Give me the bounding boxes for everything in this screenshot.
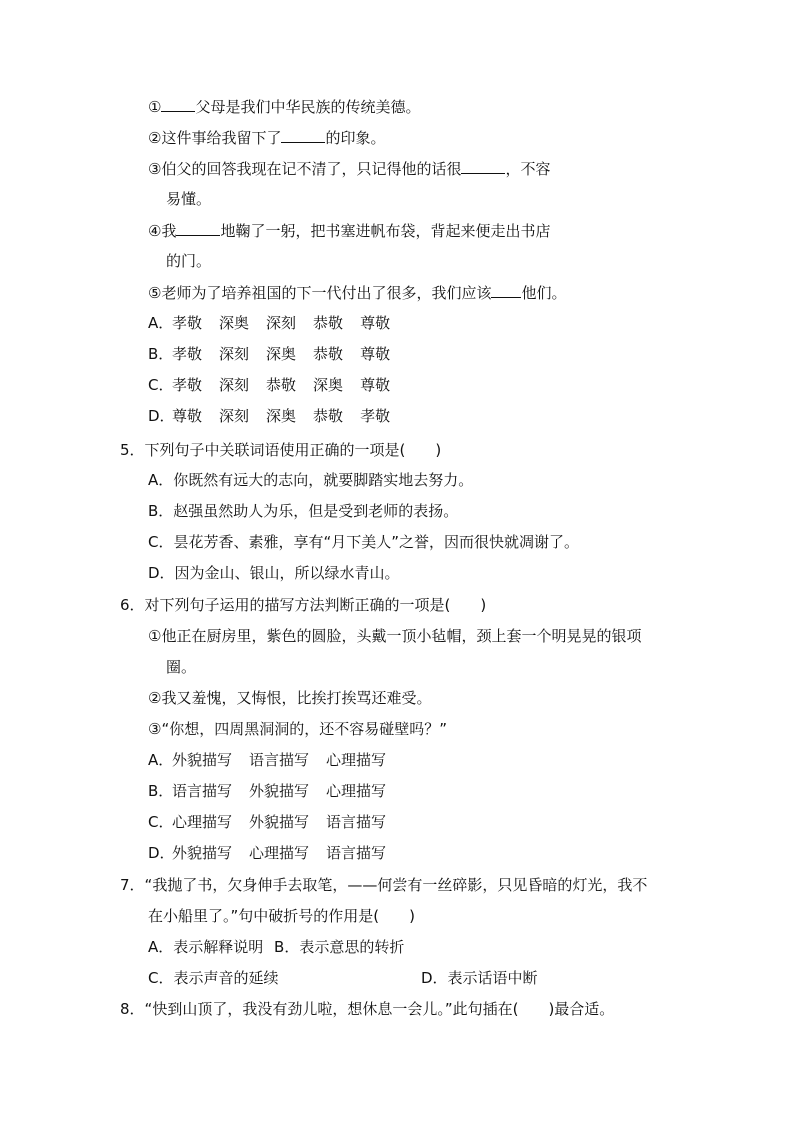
option-word: 外貌描写 xyxy=(172,751,233,769)
q4-s4-pre: ④我 xyxy=(148,222,177,240)
option-letter: C． xyxy=(148,813,174,831)
q4-option-a[interactable] xyxy=(148,313,407,333)
q4-s3-pre: ③伯父的回答我现在记不清了，只记得他的话很 xyxy=(148,160,462,178)
option-letter: B． xyxy=(148,345,174,363)
option-letter: A． xyxy=(148,314,174,332)
q7-stem-text: 7．“我抛了书，欠身伸手去取笔，——何尝有一丝碎影，只见昏暗的灯光，我不 xyxy=(120,876,648,894)
q4-s1-text: 父母是我们中华民族的传统美德。 xyxy=(195,98,421,116)
option-word: 尊敬 xyxy=(360,345,391,363)
option-word: 语言描写 xyxy=(326,844,387,862)
q4-option-b[interactable] xyxy=(148,344,407,364)
q7-option-d[interactable] xyxy=(421,968,538,988)
option-word: 心理描写 xyxy=(172,813,233,831)
answer-blank[interactable] xyxy=(461,158,505,174)
q4-s2-pre: ②这件事给我留下了 xyxy=(148,129,282,147)
option-text: C．昙花芳香、素雅，享有“月下美人”之誉，因而很快就凋谢了。 xyxy=(148,533,580,551)
option-word: 心理描写 xyxy=(326,751,387,769)
q4-s4-post: 地鞠了一躬，把书塞进帆布袋，背起来便走出书店 xyxy=(220,222,551,240)
option-text: B．赵强虽然助人为乐，但是受到老师的表扬。 xyxy=(148,502,459,520)
q4-sentence-4-cont xyxy=(166,251,211,271)
q4-sentence-4 xyxy=(148,220,550,240)
option-word: 恭敬 xyxy=(313,345,344,363)
q6-s3-text: ③“你想，四周黑洞洞的，还不容易碰壁吗？” xyxy=(148,720,447,738)
option-word: 孝敬 xyxy=(172,376,203,394)
q4-s5-post: 他们。 xyxy=(521,284,567,302)
option-text: C．表示声音的延续 xyxy=(148,969,279,987)
q6-sentence-2 xyxy=(148,688,431,708)
q6-option-a[interactable] xyxy=(148,750,403,770)
option-word: 心理描写 xyxy=(249,844,310,862)
q4-s2-post: 的印象。 xyxy=(325,129,386,147)
option-word: 外貌描写 xyxy=(249,813,310,831)
q7-stem-cont-text: 在小船里了。”句中破折号的作用是( ) xyxy=(148,907,415,925)
q4-sentence-3 xyxy=(148,158,550,178)
q7-option-a[interactable]: A．表示解释说明 xyxy=(148,938,264,956)
q5-stem-text: 5．下列句子中关联词语使用正确的一项是( ) xyxy=(120,441,442,459)
option-letter: B． xyxy=(148,782,174,800)
q7-option-c[interactable] xyxy=(148,968,278,988)
q6-sentence-1-cont xyxy=(166,657,196,677)
option-word: 孝敬 xyxy=(172,345,203,363)
q6-sentence-1 xyxy=(148,626,641,646)
option-word: 语言描写 xyxy=(249,751,310,769)
option-word: 深奥 xyxy=(266,345,297,363)
q6-s1-cont: 圈。 xyxy=(166,658,197,676)
q8-stem-text: 8．“快到山顶了，我没有劲儿啦，想休息一会儿。”此句插在( )最合适。 xyxy=(120,1000,615,1018)
answer-blank[interactable] xyxy=(176,220,220,236)
option-word: 恭敬 xyxy=(313,407,344,425)
option-word: 深刻 xyxy=(219,407,250,425)
option-word: 语言描写 xyxy=(326,813,387,831)
answer-blank[interactable] xyxy=(491,282,521,298)
q6-s1-text: ①他正在厨房里，紫色的圆脸，头戴一顶小毡帽，颈上套一个明晃晃的银项 xyxy=(148,627,642,645)
answer-blank[interactable] xyxy=(161,96,195,112)
option-letter: A． xyxy=(148,751,174,769)
option-letter: D． xyxy=(148,407,175,425)
q6-s2-text: ②我又羞愧，又悔恨，比挨打挨骂还难受。 xyxy=(148,689,432,707)
q7-option-row-1 xyxy=(148,937,404,957)
option-word: 语言描写 xyxy=(172,782,233,800)
option-word: 孝敬 xyxy=(360,407,391,425)
q5-stem xyxy=(120,440,441,460)
q4-s3-cont: 易懂。 xyxy=(166,190,212,208)
option-word: 外貌描写 xyxy=(249,782,310,800)
option-word: 深刻 xyxy=(266,314,297,332)
q4-sentence-5 xyxy=(148,282,566,302)
q6-option-d[interactable] xyxy=(148,843,403,863)
q8-stem xyxy=(120,999,614,1019)
q5-option-d[interactable] xyxy=(148,563,400,583)
q4-sentence-3-cont xyxy=(166,189,211,209)
q6-option-b[interactable] xyxy=(148,781,403,801)
q4-s3-post: ，不容 xyxy=(505,160,551,178)
answer-blank[interactable] xyxy=(281,127,325,143)
q6-stem-text: 6．对下列句子运用的描写方法判断正确的一项是( ) xyxy=(120,596,487,614)
q5-option-a[interactable] xyxy=(148,470,473,490)
option-word: 外貌描写 xyxy=(172,844,233,862)
option-word: 深奥 xyxy=(313,376,344,394)
option-letter: D． xyxy=(148,844,175,862)
option-word: 尊敬 xyxy=(172,407,203,425)
q7-stem xyxy=(120,875,647,895)
q6-option-c[interactable] xyxy=(148,812,403,832)
q4-sentence-1 xyxy=(148,96,420,116)
q4-s5-pre: ⑤老师为了培养祖国的下一代付出了很多，我们应该 xyxy=(148,284,492,302)
option-word: 尊敬 xyxy=(360,314,391,332)
q7-option-b[interactable]: B．表示意思的转折 xyxy=(274,938,405,956)
q4-option-c[interactable] xyxy=(148,375,407,395)
q5-option-c[interactable] xyxy=(148,532,579,552)
option-text: A．你既然有远大的志向，就要脚踏实地去努力。 xyxy=(148,471,474,489)
option-text: D．表示话语中断 xyxy=(421,969,538,987)
option-text: D．因为金山、银山，所以绿水青山。 xyxy=(148,564,400,582)
option-word: 尊敬 xyxy=(360,376,391,394)
option-word: 恭敬 xyxy=(266,376,297,394)
option-word: 深刻 xyxy=(219,345,250,363)
q4-s1-num: ① xyxy=(148,98,162,116)
option-word: 深奥 xyxy=(219,314,250,332)
q5-option-b[interactable] xyxy=(148,501,458,521)
option-word: 心理描写 xyxy=(326,782,387,800)
option-word: 深奥 xyxy=(266,407,297,425)
q6-sentence-3 xyxy=(148,719,447,739)
q6-stem xyxy=(120,595,486,615)
option-word: 深刻 xyxy=(219,376,250,394)
q4-sentence-2 xyxy=(148,127,385,147)
option-word: 恭敬 xyxy=(313,314,344,332)
q4-option-d[interactable] xyxy=(148,406,407,426)
q4-s4-cont: 的门。 xyxy=(166,252,212,270)
q7-stem-cont xyxy=(148,906,415,926)
option-letter: C． xyxy=(148,376,174,394)
option-word: 孝敬 xyxy=(172,314,203,332)
